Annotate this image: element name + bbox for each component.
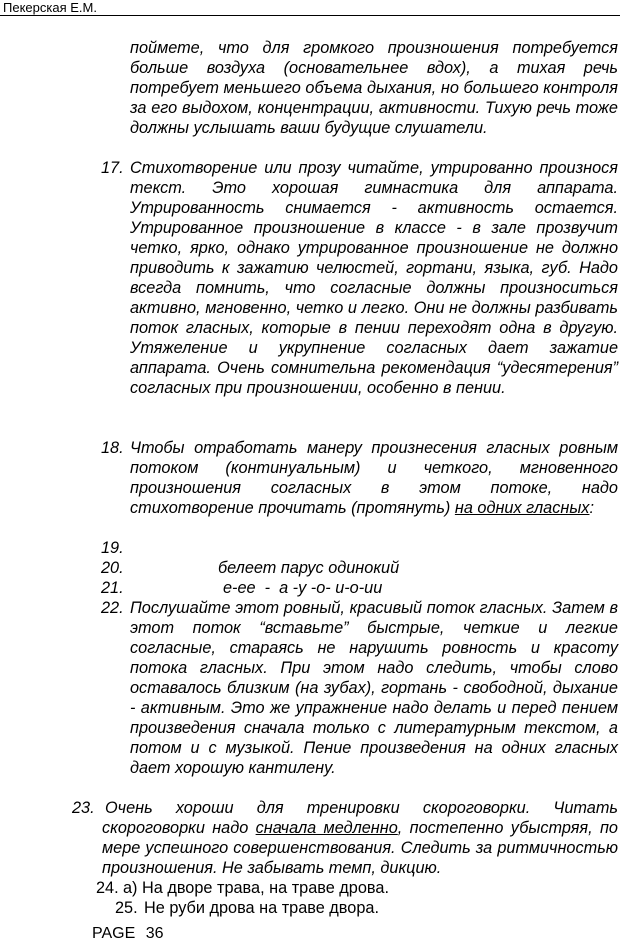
item-23-text <box>102 798 618 878</box>
item-number-18: 18. <box>101 439 124 457</box>
item-18-tail: : <box>589 499 594 517</box>
running-header-author: Пекерская Е.М. <box>3 0 97 15</box>
item-number-25: 25. <box>115 899 138 917</box>
item-24-text: а) На дворе трава, на траве дрова. <box>123 879 389 897</box>
item-number-19: 19. <box>101 539 124 557</box>
page-footer <box>92 925 164 943</box>
page-label: PAGE <box>92 925 136 942</box>
item-23-body-a: Очень хороши для тренировки скороговорки. Читать скороговорки надо <box>102 799 618 837</box>
page-number: 36 <box>145 925 164 942</box>
item-18-text <box>130 438 618 518</box>
paragraph-continuation: поймете, что для громкого произношения потребуется больше воздуха (основательнее вдох), а тихая речь потребует меньшего объема дыхания, но большего контроля за его выдохом, концентрации, активности. Тихую речь тоже должны услышать ваши будущие слушатели. <box>130 39 618 137</box>
item-21-text: е-ее - а -у -о- и-о-ии <box>223 579 383 597</box>
item-18-body: Чтобы отработать манеру произнесения гласных ровным потоком (континуальным) и четкого, мгновенного произношения согласных в этом потоке, надо стихотворение прочитать (протянуть) <box>130 439 618 517</box>
item-number-20: 20. <box>101 559 124 577</box>
item-number-17: 17. <box>101 159 124 177</box>
item-22-text: Послушайте этот ровный, красивый поток гласных. Затем в этот поток “вставьте” быстрые, четкие и легкие согласные, стараясь не нарушить ровность и красоту потока гласных. При этом надо следить, чтобы слово оставалось близким (на зубах), гортань - свободной, дыхание - активным. Это же упражнение надо делать и перед пением произведения сначала только с литературным текстом, а потом и с музыкой. Пение произведения на одних гласных дает хорошую кантилену. <box>130 599 618 777</box>
item-25-text: Не руби дрова на траве двора. <box>144 899 379 917</box>
item-number-22: 22. <box>101 599 124 617</box>
item-number-23: 23. <box>72 799 95 817</box>
item-23-body-b: , постепенно убыстряя, по мере успешного совершенствования. Следить за ритмичностью произношения. Не забывать темп, дикцию. <box>102 819 618 877</box>
item-number-21: 21. <box>101 579 124 597</box>
header-rule <box>0 15 620 16</box>
item-number-24: 24. <box>96 879 119 897</box>
item-17-text: Стихотворение или прозу читайте, утрированно произнося текст. Это хорошая гимнастика для аппарата. Утрированность снимается - активность остается. Утрированное произношение в классе - в зале прозвучит четко, ярко, однако утрированное произношение не должно приводить к зажатию челюстей, гортани, языка, губ. Надо всегда помнить, что согласные должны произноситься активно, мгновенно, четко и легко. Они не должны разбивать поток гласных, которые в пении переходят одна в другую. Утяжеление и укрупнение согласных дает зажатие аппарата. Очень сомнительна рекомендация “удесятерения” согласных при произношении, особенно в пении. <box>130 159 618 397</box>
item-18-underlined: на одних гласных <box>454 499 590 517</box>
item-23-underlined: сначала медленно <box>255 819 398 837</box>
item-20-text: белеет парус одинокий <box>218 559 400 577</box>
